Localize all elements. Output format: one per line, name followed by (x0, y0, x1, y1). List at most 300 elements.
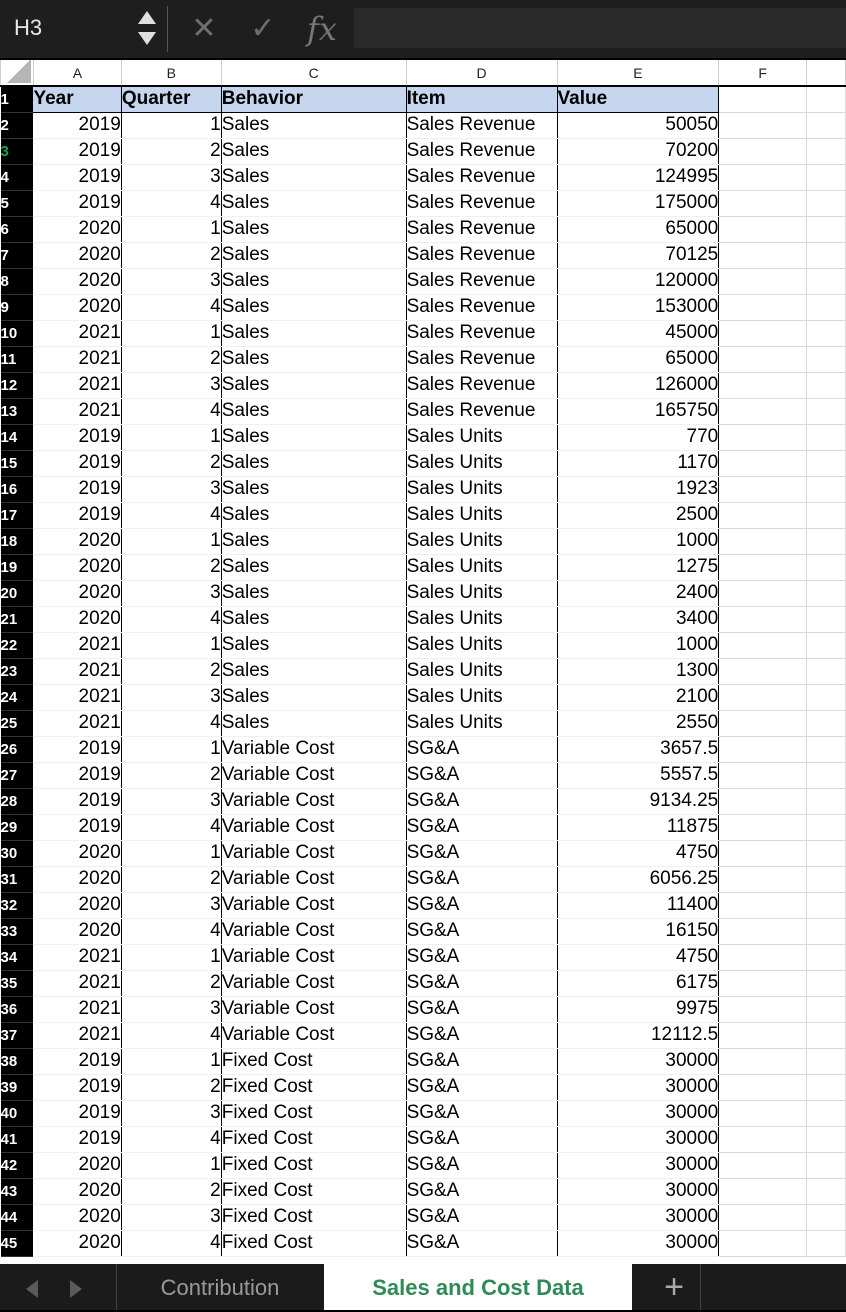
row-number[interactable]: 28 (1, 788, 34, 814)
cell-value[interactable]: 45000 (557, 320, 719, 346)
cell-behavior[interactable]: Sales (221, 164, 406, 190)
cell-quarter[interactable]: 4 (121, 710, 221, 736)
cell-year[interactable]: 2021 (33, 710, 121, 736)
cell-value[interactable]: 1923 (557, 476, 719, 502)
cell-year[interactable]: 2020 (33, 918, 121, 944)
cell-item[interactable]: SG&A (406, 944, 557, 970)
empty-cell[interactable] (719, 1178, 807, 1204)
cell-year[interactable]: 2021 (33, 970, 121, 996)
empty-cell[interactable] (807, 190, 846, 216)
cell-year[interactable]: 2019 (33, 1074, 121, 1100)
cell-behavior[interactable]: Sales (221, 320, 406, 346)
cell-year[interactable]: 2021 (33, 346, 121, 372)
empty-cell[interactable] (719, 1152, 807, 1178)
select-all-corner[interactable] (1, 60, 34, 86)
cell-item[interactable]: Sales Revenue (406, 164, 557, 190)
empty-cell[interactable] (719, 1022, 807, 1048)
row-number[interactable]: 13 (1, 398, 34, 424)
cell-item[interactable]: SG&A (406, 1204, 557, 1230)
empty-cell[interactable] (807, 398, 846, 424)
empty-cell[interactable] (807, 502, 846, 528)
cell-year[interactable]: 2021 (33, 320, 121, 346)
cell-quarter[interactable]: 3 (121, 1100, 221, 1126)
cell-year[interactable]: 2019 (33, 164, 121, 190)
cell-item[interactable]: SG&A (406, 1074, 557, 1100)
empty-cell[interactable] (807, 554, 846, 580)
row-number[interactable]: 33 (1, 918, 34, 944)
cell-item[interactable]: SG&A (406, 892, 557, 918)
cell-value[interactable]: 30000 (557, 1048, 719, 1074)
cell-behavior[interactable]: Variable Cost (221, 762, 406, 788)
row-number[interactable]: 10 (1, 320, 34, 346)
cell-year[interactable]: 2019 (33, 1048, 121, 1074)
empty-cell[interactable] (719, 502, 807, 528)
empty-cell[interactable] (807, 242, 846, 268)
cell-value[interactable]: 9975 (557, 996, 719, 1022)
cell-quarter[interactable]: 4 (121, 1126, 221, 1152)
cell-behavior[interactable]: Sales (221, 242, 406, 268)
row-number[interactable]: 36 (1, 996, 34, 1022)
row-number[interactable]: 24 (1, 684, 34, 710)
row-number[interactable]: 32 (1, 892, 34, 918)
cell-behavior[interactable]: Sales (221, 268, 406, 294)
empty-cell[interactable] (807, 450, 846, 476)
row-number[interactable]: 1 (1, 86, 34, 112)
cell-value[interactable]: 3400 (557, 606, 719, 632)
row-number[interactable]: 21 (1, 606, 34, 632)
empty-cell[interactable] (807, 372, 846, 398)
cell-value[interactable]: 153000 (557, 294, 719, 320)
cell-value[interactable]: 1000 (557, 632, 719, 658)
cell-quarter[interactable]: 3 (121, 996, 221, 1022)
empty-cell[interactable] (719, 528, 807, 554)
stepper-up-icon[interactable] (138, 11, 156, 24)
row-number[interactable]: 40 (1, 1100, 34, 1126)
cell-value[interactable]: 175000 (557, 190, 719, 216)
cell-value[interactable]: 30000 (557, 1152, 719, 1178)
cell-item[interactable]: SG&A (406, 1022, 557, 1048)
header-cell-quarter[interactable]: Quarter (121, 86, 221, 112)
empty-cell[interactable] (807, 944, 846, 970)
tab-sales-and-cost-data[interactable]: Sales and Cost Data (324, 1264, 632, 1310)
row-number[interactable]: 42 (1, 1152, 34, 1178)
header-cell-item[interactable]: Item (406, 86, 557, 112)
cell-value[interactable]: 770 (557, 424, 719, 450)
cell-quarter[interactable]: 3 (121, 892, 221, 918)
row-number[interactable]: 38 (1, 1048, 34, 1074)
empty-cell[interactable] (719, 1048, 807, 1074)
cell-quarter[interactable]: 3 (121, 684, 221, 710)
cell-behavior[interactable]: Sales (221, 554, 406, 580)
empty-cell[interactable] (719, 892, 807, 918)
empty-cell[interactable] (719, 996, 807, 1022)
empty-cell[interactable] (807, 996, 846, 1022)
cell-behavior[interactable]: Variable Cost (221, 840, 406, 866)
cell-year[interactable]: 2021 (33, 684, 121, 710)
empty-cell[interactable] (719, 736, 807, 762)
cell-item[interactable]: Sales Units (406, 580, 557, 606)
empty-cell[interactable] (719, 372, 807, 398)
empty-cell[interactable] (719, 762, 807, 788)
cell-behavior[interactable]: Sales (221, 450, 406, 476)
cell-quarter[interactable]: 1 (121, 632, 221, 658)
cell-behavior[interactable]: Variable Cost (221, 918, 406, 944)
cell-item[interactable]: Sales Units (406, 450, 557, 476)
cell-quarter[interactable]: 4 (121, 190, 221, 216)
cell-behavior[interactable]: Sales (221, 658, 406, 684)
empty-cell[interactable] (719, 1230, 807, 1256)
empty-cell[interactable] (807, 112, 846, 138)
cell-behavior[interactable]: Variable Cost (221, 892, 406, 918)
cell-quarter[interactable]: 3 (121, 268, 221, 294)
row-number[interactable]: 22 (1, 632, 34, 658)
cell-item[interactable]: Sales Revenue (406, 268, 557, 294)
row-number[interactable]: 27 (1, 762, 34, 788)
cell-behavior[interactable]: Fixed Cost (221, 1152, 406, 1178)
stepper-down-icon[interactable] (138, 32, 156, 45)
cell-value[interactable]: 30000 (557, 1230, 719, 1256)
cell-year[interactable]: 2021 (33, 944, 121, 970)
empty-cell[interactable] (807, 294, 846, 320)
empty-cell[interactable] (807, 346, 846, 372)
empty-cell[interactable] (807, 1048, 846, 1074)
empty-cell[interactable] (719, 944, 807, 970)
empty-cell[interactable] (807, 1230, 846, 1256)
cell-value[interactable]: 30000 (557, 1100, 719, 1126)
cell-quarter[interactable]: 2 (121, 1074, 221, 1100)
cell-year[interactable]: 2019 (33, 736, 121, 762)
cell-year[interactable]: 2019 (33, 450, 121, 476)
empty-cell[interactable] (719, 580, 807, 606)
cell-quarter[interactable]: 1 (121, 424, 221, 450)
cell-year[interactable]: 2020 (33, 1152, 121, 1178)
cell-value[interactable]: 2550 (557, 710, 719, 736)
cell-quarter[interactable]: 4 (121, 1022, 221, 1048)
cell-behavior[interactable]: Fixed Cost (221, 1126, 406, 1152)
empty-cell[interactable] (719, 658, 807, 684)
cell-quarter[interactable]: 4 (121, 398, 221, 424)
cell-year[interactable]: 2020 (33, 1178, 121, 1204)
column-header-b[interactable]: B (121, 60, 221, 86)
row-number[interactable]: 41 (1, 1126, 34, 1152)
cell-item[interactable]: SG&A (406, 1178, 557, 1204)
cell-quarter[interactable]: 2 (121, 658, 221, 684)
cell-behavior[interactable]: Sales (221, 684, 406, 710)
cell-quarter[interactable]: 3 (121, 580, 221, 606)
empty-cell[interactable] (807, 476, 846, 502)
empty-cell[interactable] (807, 1074, 846, 1100)
cell-behavior[interactable]: Sales (221, 112, 406, 138)
cell-item[interactable]: Sales Revenue (406, 138, 557, 164)
cell-value[interactable]: 6175 (557, 970, 719, 996)
row-number[interactable]: 23 (1, 658, 34, 684)
enter-check-icon[interactable]: ✓ (250, 12, 276, 45)
cell-quarter[interactable]: 1 (121, 840, 221, 866)
cell-quarter[interactable]: 4 (121, 294, 221, 320)
empty-cell[interactable] (807, 1178, 846, 1204)
cell-behavior[interactable]: Sales (221, 346, 406, 372)
empty-cell[interactable] (719, 684, 807, 710)
cell-quarter[interactable]: 1 (121, 944, 221, 970)
row-number[interactable]: 18 (1, 528, 34, 554)
cell-behavior[interactable]: Sales (221, 606, 406, 632)
cell-behavior[interactable]: Sales (221, 294, 406, 320)
cell-behavior[interactable]: Sales (221, 502, 406, 528)
empty-cell[interactable] (719, 190, 807, 216)
cell-year[interactable]: 2019 (33, 1100, 121, 1126)
cell-behavior[interactable]: Sales (221, 372, 406, 398)
cell-value[interactable]: 1000 (557, 528, 719, 554)
empty-cell[interactable] (719, 1126, 807, 1152)
empty-cell[interactable] (807, 1152, 846, 1178)
empty-cell[interactable] (719, 1100, 807, 1126)
empty-cell[interactable] (807, 918, 846, 944)
cell-year[interactable]: 2019 (33, 424, 121, 450)
row-number[interactable]: 7 (1, 242, 34, 268)
cell-year[interactable]: 2020 (33, 294, 121, 320)
cell-year[interactable]: 2021 (33, 632, 121, 658)
cell-year[interactable]: 2020 (33, 892, 121, 918)
column-header-d[interactable]: D (406, 60, 557, 86)
empty-cell[interactable] (807, 788, 846, 814)
cell-quarter[interactable]: 4 (121, 918, 221, 944)
cell-value[interactable]: 2100 (557, 684, 719, 710)
cell-year[interactable]: 2021 (33, 372, 121, 398)
row-number[interactable]: 30 (1, 840, 34, 866)
cell-quarter[interactable]: 2 (121, 1178, 221, 1204)
cell-item[interactable]: Sales Revenue (406, 216, 557, 242)
cell-value[interactable]: 65000 (557, 216, 719, 242)
empty-cell[interactable] (719, 476, 807, 502)
cell-behavior[interactable]: Sales (221, 138, 406, 164)
empty-cell[interactable] (719, 1074, 807, 1100)
empty-cell[interactable] (807, 528, 846, 554)
cancel-icon[interactable]: ✕ (191, 12, 217, 45)
empty-cell[interactable] (807, 1204, 846, 1230)
empty-cell[interactable] (719, 164, 807, 190)
cell-year[interactable]: 2021 (33, 996, 121, 1022)
empty-cell[interactable] (807, 970, 846, 996)
cell-value[interactable]: 30000 (557, 1126, 719, 1152)
cell-value[interactable]: 1170 (557, 450, 719, 476)
cell-value[interactable]: 4750 (557, 840, 719, 866)
row-number[interactable]: 25 (1, 710, 34, 736)
cell-year[interactable]: 2020 (33, 580, 121, 606)
cell-item[interactable]: Sales Units (406, 476, 557, 502)
cell-value[interactable]: 30000 (557, 1204, 719, 1230)
cell-year[interactable]: 2019 (33, 190, 121, 216)
empty-cell[interactable] (719, 788, 807, 814)
cell-value[interactable]: 30000 (557, 1178, 719, 1204)
cell-value[interactable]: 4750 (557, 944, 719, 970)
cell-behavior[interactable]: Variable Cost (221, 996, 406, 1022)
row-number[interactable]: 12 (1, 372, 34, 398)
cell-behavior[interactable]: Sales (221, 710, 406, 736)
empty-cell[interactable] (719, 294, 807, 320)
cell-item[interactable]: Sales Revenue (406, 112, 557, 138)
cell-behavior[interactable]: Sales (221, 398, 406, 424)
cell-quarter[interactable]: 1 (121, 320, 221, 346)
cell-item[interactable]: SG&A (406, 788, 557, 814)
empty-cell[interactable] (807, 1126, 846, 1152)
cell-quarter[interactable]: 2 (121, 866, 221, 892)
cell-year[interactable]: 2019 (33, 502, 121, 528)
cell-quarter[interactable]: 1 (121, 112, 221, 138)
cell-item[interactable]: Sales Revenue (406, 398, 557, 424)
cell-behavior[interactable]: Fixed Cost (221, 1204, 406, 1230)
empty-cell[interactable] (807, 580, 846, 606)
cell-item[interactable]: SG&A (406, 970, 557, 996)
empty-cell[interactable] (807, 606, 846, 632)
header-cell-year[interactable]: Year (33, 86, 121, 112)
cell-behavior[interactable]: Sales (221, 424, 406, 450)
cell-item[interactable]: Sales Revenue (406, 242, 557, 268)
row-number[interactable]: 9 (1, 294, 34, 320)
cell-behavior[interactable]: Variable Cost (221, 944, 406, 970)
cell-item[interactable]: Sales Units (406, 658, 557, 684)
row-number[interactable]: 6 (1, 216, 34, 242)
cell-year[interactable]: 2019 (33, 476, 121, 502)
cell-value[interactable]: 9134.25 (557, 788, 719, 814)
cell-quarter[interactable]: 4 (121, 606, 221, 632)
cell-value[interactable]: 2400 (557, 580, 719, 606)
column-header-a[interactable]: A (33, 60, 121, 86)
cell-behavior[interactable]: Fixed Cost (221, 1048, 406, 1074)
cell-item[interactable]: Sales Revenue (406, 346, 557, 372)
cell-year[interactable]: 2020 (33, 840, 121, 866)
empty-cell[interactable] (719, 814, 807, 840)
cell-year[interactable]: 2020 (33, 242, 121, 268)
empty-cell[interactable] (807, 632, 846, 658)
empty-cell[interactable] (719, 632, 807, 658)
empty-cell[interactable] (719, 840, 807, 866)
cell-item[interactable]: SG&A (406, 1100, 557, 1126)
empty-cell[interactable] (719, 398, 807, 424)
row-number[interactable]: 8 (1, 268, 34, 294)
cell-year[interactable]: 2021 (33, 1022, 121, 1048)
insert-function-icon[interactable]: fx (307, 10, 337, 48)
empty-cell[interactable] (719, 424, 807, 450)
cell-quarter[interactable]: 3 (121, 476, 221, 502)
row-number[interactable]: 35 (1, 970, 34, 996)
cell-quarter[interactable]: 2 (121, 450, 221, 476)
row-number[interactable]: 16 (1, 476, 34, 502)
header-cell-value[interactable]: Value (557, 86, 719, 112)
empty-cell[interactable] (719, 710, 807, 736)
empty-cell[interactable] (807, 710, 846, 736)
cell-quarter[interactable]: 4 (121, 1230, 221, 1256)
cell-item[interactable]: SG&A (406, 762, 557, 788)
cell-item[interactable]: Sales Units (406, 710, 557, 736)
cell-behavior[interactable]: Sales (221, 528, 406, 554)
row-number[interactable]: 37 (1, 1022, 34, 1048)
empty-cell[interactable] (719, 268, 807, 294)
cell-year[interactable]: 2019 (33, 112, 121, 138)
cell-behavior[interactable]: Sales (221, 216, 406, 242)
cell-year[interactable]: 2020 (33, 528, 121, 554)
cell-behavior[interactable]: Variable Cost (221, 866, 406, 892)
empty-cell[interactable] (719, 606, 807, 632)
cell-behavior[interactable]: Variable Cost (221, 1022, 406, 1048)
cell-item[interactable]: SG&A (406, 814, 557, 840)
empty-cell[interactable] (719, 216, 807, 242)
empty-cell[interactable] (719, 970, 807, 996)
row-number[interactable]: 2 (1, 112, 34, 138)
empty-cell[interactable] (807, 840, 846, 866)
row-number[interactable]: 14 (1, 424, 34, 450)
empty-cell[interactable] (719, 346, 807, 372)
cell-quarter[interactable]: 2 (121, 554, 221, 580)
cell-behavior[interactable]: Fixed Cost (221, 1230, 406, 1256)
cell-year[interactable]: 2020 (33, 606, 121, 632)
formula-input[interactable] (354, 8, 846, 48)
empty-cell[interactable] (719, 112, 807, 138)
cell-value[interactable]: 30000 (557, 1074, 719, 1100)
row-number[interactable]: 34 (1, 944, 34, 970)
cell-value[interactable]: 65000 (557, 346, 719, 372)
cell-quarter[interactable]: 3 (121, 372, 221, 398)
cell-quarter[interactable]: 1 (121, 1048, 221, 1074)
empty-cell[interactable] (807, 1022, 846, 1048)
cell-item[interactable]: SG&A (406, 1048, 557, 1074)
cell-behavior[interactable]: Variable Cost (221, 788, 406, 814)
empty-cell[interactable] (719, 450, 807, 476)
cell-item[interactable]: Sales Units (406, 502, 557, 528)
cell-behavior[interactable]: Variable Cost (221, 736, 406, 762)
empty-cell[interactable] (807, 424, 846, 450)
cell-value[interactable]: 6056.25 (557, 866, 719, 892)
cell-item[interactable]: SG&A (406, 866, 557, 892)
cell-item[interactable]: Sales Revenue (406, 190, 557, 216)
cell-item[interactable]: SG&A (406, 840, 557, 866)
cell-quarter[interactable]: 1 (121, 1152, 221, 1178)
cell-value[interactable]: 50050 (557, 112, 719, 138)
cell-quarter[interactable]: 1 (121, 736, 221, 762)
cell-value[interactable]: 1275 (557, 554, 719, 580)
row-number[interactable]: 20 (1, 580, 34, 606)
name-box-stepper[interactable] (134, 8, 160, 50)
cell-behavior[interactable]: Variable Cost (221, 814, 406, 840)
empty-cell[interactable] (807, 762, 846, 788)
empty-cell[interactable] (719, 138, 807, 164)
cell-value[interactable]: 3657.5 (557, 736, 719, 762)
cell-behavior[interactable]: Sales (221, 190, 406, 216)
cell-behavior[interactable]: Variable Cost (221, 970, 406, 996)
row-number[interactable]: 5 (1, 190, 34, 216)
empty-cell[interactable] (807, 86, 846, 112)
row-number[interactable]: 26 (1, 736, 34, 762)
empty-cell[interactable] (807, 892, 846, 918)
cell-item[interactable]: SG&A (406, 1230, 557, 1256)
cell-value[interactable]: 12112.5 (557, 1022, 719, 1048)
empty-cell[interactable] (719, 918, 807, 944)
cell-item[interactable]: Sales Units (406, 632, 557, 658)
cell-year[interactable]: 2019 (33, 788, 121, 814)
cell-item[interactable]: Sales Units (406, 554, 557, 580)
row-number[interactable]: 31 (1, 866, 34, 892)
empty-cell[interactable] (807, 268, 846, 294)
cell-item[interactable]: SG&A (406, 996, 557, 1022)
cell-quarter[interactable]: 4 (121, 814, 221, 840)
cell-item[interactable]: Sales Units (406, 424, 557, 450)
cell-year[interactable]: 2020 (33, 268, 121, 294)
row-number[interactable]: 39 (1, 1074, 34, 1100)
cell-item[interactable]: SG&A (406, 918, 557, 944)
cell-item[interactable]: Sales Units (406, 684, 557, 710)
empty-cell[interactable] (807, 216, 846, 242)
empty-cell[interactable] (807, 736, 846, 762)
row-number[interactable]: 44 (1, 1204, 34, 1230)
